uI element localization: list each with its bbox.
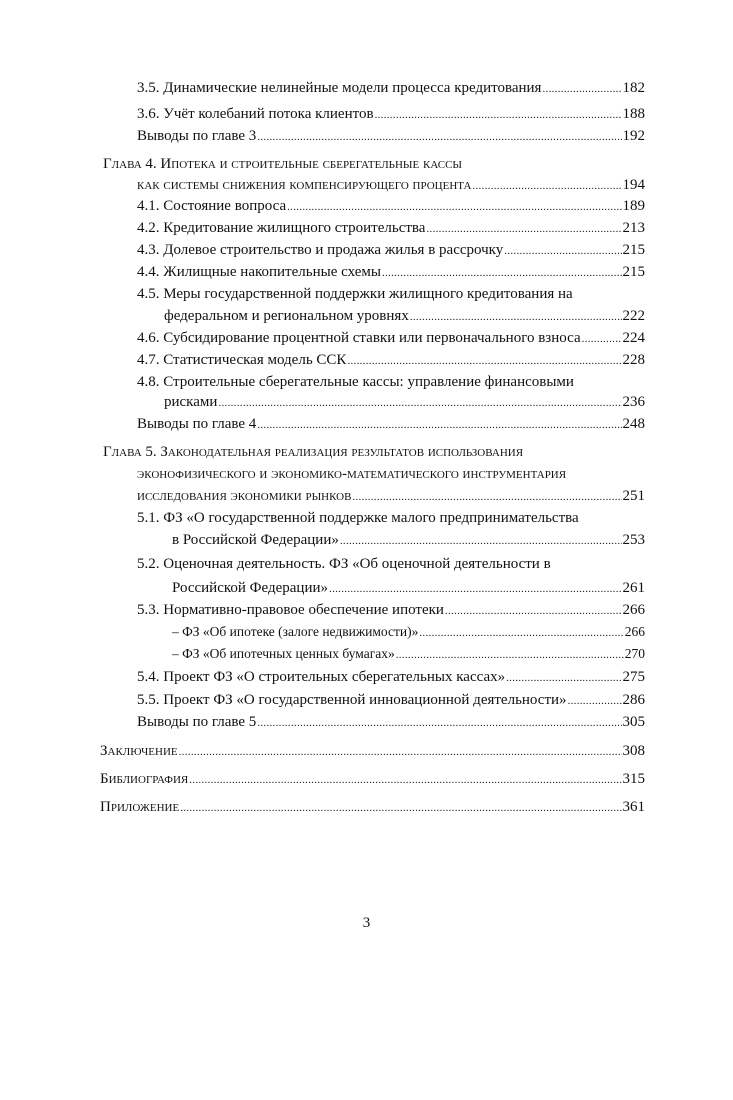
toc-entry-4-7[interactable] <box>137 350 645 370</box>
toc-leader-dots <box>218 393 621 413</box>
toc-entry-title: 5.3. Нормативно-правовое обеспечение ипотеки <box>137 602 444 618</box>
toc-page-number: 188 <box>622 106 645 122</box>
toc-entry-bibliography[interactable] <box>100 769 645 789</box>
toc-page-number: 213 <box>622 220 645 236</box>
toc-entry-5-2-line1[interactable]: 5.2. Оценочная деятельность. ФЗ «Об оценочной деятельности в <box>137 556 551 572</box>
toc-entry-title: Приложение <box>100 799 180 815</box>
toc-entry-title: федеральном и региональном уровнях <box>164 308 409 324</box>
toc-entry-5-3[interactable] <box>137 600 645 620</box>
toc-leader-dots <box>410 307 622 327</box>
toc-chapter-5-title-line2[interactable]: эконофизического и экономико-математического инструментария <box>137 466 567 482</box>
toc-leader-dots <box>445 601 622 621</box>
toc-page-number: 194 <box>622 177 645 193</box>
toc-entry-4-1[interactable] <box>137 196 645 216</box>
toc-entry-title: Заключение <box>100 743 178 759</box>
toc-entry-title: Выводы по главе 3 <box>137 128 257 144</box>
toc-page-number: 189 <box>622 198 645 214</box>
toc-entry-3-5[interactable] <box>137 78 645 98</box>
toc-page-number: 315 <box>622 771 645 787</box>
toc-leader-dots <box>426 219 621 239</box>
toc-leader-dots <box>582 329 622 349</box>
toc-entry-title: Российской Федерации» <box>172 580 329 596</box>
toc-entry-4-3[interactable] <box>137 240 645 260</box>
toc-page-number: 270 <box>624 646 645 661</box>
toc-entry-5-1[interactable] <box>172 530 645 550</box>
toc-entry-title: в Российской Федерации» <box>172 532 339 548</box>
toc-page-number: 192 <box>622 128 645 144</box>
toc-page-number: 266 <box>622 602 645 618</box>
toc-entry-4-5[interactable] <box>164 306 645 326</box>
toc-leader-dots <box>287 197 621 217</box>
toc-entry-appendix[interactable] <box>100 797 645 817</box>
toc-entry-chapter-4[interactable] <box>137 175 645 195</box>
toc-page-number: 236 <box>622 394 645 410</box>
toc-entry-title: 5.5. Проект ФЗ «О государственной инновационной деятельности» <box>137 692 567 708</box>
toc-leader-dots <box>180 798 621 818</box>
toc-leader-dots <box>179 742 622 762</box>
toc-leader-dots <box>352 487 621 507</box>
toc-entry-title: 3.6. Учёт колебаний потока клиентов <box>137 106 374 122</box>
toc-page-number: 215 <box>622 242 645 258</box>
toc-entry-5-1-line1[interactable]: 5.1. ФЗ «О государственной поддержке малого предпринимательства <box>137 510 579 526</box>
toc-entry-ch3-conclusions[interactable] <box>137 126 645 146</box>
toc-entry-title: 4.1. Состояние вопроса <box>137 198 287 214</box>
toc-page-number: 275 <box>622 669 645 685</box>
toc-entry-4-4[interactable] <box>137 262 645 282</box>
toc-leader-dots <box>506 668 621 688</box>
toc-page-number: 228 <box>622 352 645 368</box>
toc-entry-5-2[interactable] <box>172 578 645 598</box>
toc-entry-4-8[interactable] <box>164 392 645 412</box>
toc-entry-title: 4.2. Кредитование жилищного строительства <box>137 220 426 236</box>
toc-leader-dots <box>257 713 621 733</box>
toc-entry-ch5-conclusions[interactable] <box>137 712 645 732</box>
toc-leader-dots <box>568 691 622 711</box>
toc-page-number: 266 <box>624 624 645 639</box>
toc-entry-conclusion[interactable] <box>100 741 645 761</box>
toc-entry-4-5-line1[interactable]: 4.5. Меры государственной поддержки жилищного кредитования на <box>137 286 573 302</box>
toc-leader-dots <box>329 579 621 599</box>
toc-leader-dots <box>504 241 621 261</box>
toc-leader-dots <box>347 351 621 371</box>
toc-page-number: 286 <box>622 692 645 708</box>
toc-entry-title: 5.4. Проект ФЗ «О строительных сберегательных кассах» <box>137 669 506 685</box>
toc-leader-dots <box>375 105 622 125</box>
toc-entry-title: Выводы по главе 5 <box>137 714 257 730</box>
toc-page-number: 261 <box>622 580 645 596</box>
toc-entry-4-2[interactable] <box>137 218 645 238</box>
toc-entry-title: 4.6. Субсидирование процентной ставки или первоначального взноса <box>137 330 581 346</box>
toc-leader-dots <box>189 770 621 790</box>
toc-entry-title: 4.4. Жилищные накопительные схемы <box>137 264 381 280</box>
toc-page-number: 182 <box>622 80 645 96</box>
toc-leader-dots <box>340 531 622 551</box>
toc-entry-4-6[interactable] <box>137 328 645 348</box>
toc-entry-3-6[interactable] <box>137 104 645 124</box>
toc-page-number: 222 <box>622 308 645 324</box>
toc-entry-5-4[interactable] <box>137 667 645 687</box>
toc-entry-title: – ФЗ «Об ипотеке (залоге недвижимости)» <box>172 624 419 639</box>
toc-entry-title: 3.5. Динамические нелинейные модели процесса кредитования <box>137 80 542 96</box>
toc-entry-title: Выводы по главе 4 <box>137 416 257 432</box>
toc-leader-dots <box>257 127 621 147</box>
toc-entry-5-3b[interactable] <box>172 644 645 664</box>
toc-entry-4-8-line1[interactable]: 4.8. Строительные сберегательные кассы: управление финансовыми <box>137 374 574 390</box>
toc-leader-dots <box>419 623 623 643</box>
toc-entry-title: исследования экономики рынков <box>137 488 352 504</box>
toc-page-number: 305 <box>622 714 645 730</box>
toc-page-number: 215 <box>622 264 645 280</box>
toc-leader-dots <box>257 415 621 435</box>
toc-entry-5-3a[interactable] <box>172 622 645 642</box>
toc-leader-dots <box>396 645 624 665</box>
toc-entry-title: 4.7. Статистическая модель ССК <box>137 352 347 368</box>
toc-leader-dots <box>382 263 622 283</box>
toc-page-number: 308 <box>622 743 645 759</box>
toc-entry-ch4-conclusions[interactable] <box>137 414 645 434</box>
toc-chapter-5-title-line1[interactable]: Глава 5. Законодательная реализация результатов использования <box>103 444 524 460</box>
toc-page-number: 248 <box>622 416 645 432</box>
toc-page-number: 224 <box>622 330 645 346</box>
toc-entry-title: рисками <box>164 394 218 410</box>
toc-chapter-4-title-line1[interactable]: Глава 4. Ипотека и строительные сберегательные кассы <box>103 156 462 172</box>
page-number: 3 <box>362 915 371 931</box>
toc-entry-title: 4.3. Долевое строительство и продажа жилья в рассрочку <box>137 242 504 258</box>
toc-entry-title: как системы снижения компенсирующего процента <box>137 177 472 193</box>
toc-entry-title: – ФЗ «Об ипотечных ценных бумагах» <box>172 646 395 661</box>
toc-leader-dots <box>472 176 621 196</box>
toc-leader-dots <box>542 79 621 99</box>
toc-entry-title: Библиография <box>100 771 189 787</box>
toc-entry-5-5[interactable] <box>137 690 645 710</box>
toc-page-number: 253 <box>622 532 645 548</box>
toc-entry-chapter-5[interactable] <box>137 486 645 506</box>
toc-page-number: 361 <box>622 799 645 815</box>
toc-page-number: 251 <box>622 488 645 504</box>
